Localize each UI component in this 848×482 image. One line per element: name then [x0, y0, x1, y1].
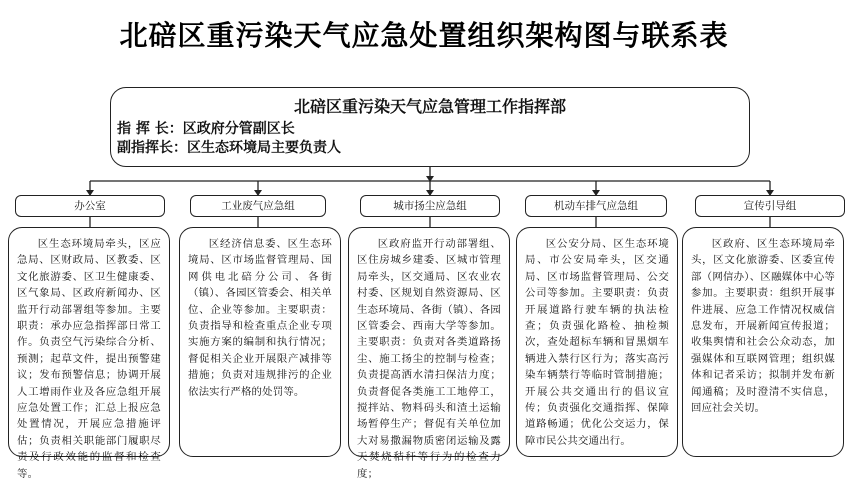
- group-text-vehicle-exhaust: 区公安分局、区生态环境局、市公安局牵头，区交通局、区市场监督管理局、公交公司等参加。主要职责：负责开展道路行驶车辆的执法检查；负责强化路检、抽检频次，查处超标车辆和冒黑烟车辆进入禁行区行为；落实高污染车辆禁行等临时管制措施；开展公共交通出行的倡议宣传；负责强化交通指挥、保障道路畅通；优化公交运力，保障市民公共交通出行。: [525, 238, 669, 447]
- group-label-industrial-emission: 工业废气应急组: [190, 195, 326, 217]
- group-text-industrial-emission: 区经济信息委、区生态环境局、区市场监督管理局、国网供电北碚分公司、各街（镇）、各园区管委会、相关单位、企业等参加。主要职责：负责指导和检查重点企业专项实施方案的编制和执行情况；督促相关企业开展限产减排等措施；负责对违规排污的企业依法实行严格的处罚等。: [188, 238, 332, 398]
- headquarters-box: [110, 87, 750, 167]
- group-text-office: 区生态环境局牵头，区应急局、区财政局、区教委、区文化旅游委、区卫生健康委、区气象局、区政府新闻办、区监开行动部署组等参加。主要职责：承办应急指挥部日常工作。负责空气污染综合分析、预测；起草文件，提出预警建议；发布预警信息；协调开展人工增雨作业及各应急组开展应急处置工作；汇总上报应急处置情况，开展应急措施评估；负责相关职能部门履职尽责及行政效能的监督和检查等。: [17, 238, 161, 480]
- group-label-urban-dust: 城市扬尘应急组: [360, 195, 500, 217]
- group-box-urban-dust: [348, 227, 510, 480]
- commander-line: 指 挥 长：区政府分管副区长: [117, 121, 295, 137]
- group-text-publicity: 区政府、区生态环境局牵头，区文化旅游委、区委宣传部（网信办）、区融媒体中心等参加。主要职责：组织开展事件进展、应急工作情况权威信息发布，开展新闻宣传报道；收集舆情和社会公众动态，加强媒体和互联网管理；组织媒体和记者采访；拟制并发布新闻通稿；及时澄清不实信息，回应社会关切。: [691, 238, 835, 415]
- group-box-publicity: [682, 227, 844, 457]
- group-box-industrial-emission: [179, 227, 341, 457]
- group-box-vehicle-exhaust: [516, 227, 678, 457]
- group-text-urban-dust: 区政府监开行动部署组、区住房城乡建委、区城市管理局牵头，区交通局、区农业农村委、区规划自然资源局、区生态环境局、各街（镇）、各园区管委会、西南大学等参加。主要职责：负责对各类道路扬尘、施工扬尘的控制与检查；负责提高洒水清扫保洁力度；负责督促各类施工工地停工，搅拌站、物料码头和渣土运输场暂停生产；督促有关单位加大对易撒漏物质密闭运输及露天焚烧秸秆等行为的检查力度；: [357, 238, 501, 480]
- deputy-commander-line: 副指挥长：区生态环境局主要负责人: [117, 140, 341, 156]
- group-label-office: 办公室: [15, 195, 165, 217]
- group-label-publicity: 宣传引导组: [695, 195, 845, 217]
- group-label-vehicle-exhaust: 机动车排气应急组: [525, 195, 667, 217]
- headquarters-name: 北碚区重污染天气应急管理工作指挥部: [293, 97, 566, 116]
- group-box-office: [8, 227, 170, 480]
- page-title: 北碚区重污染天气应急处置组织架构图与联系表: [119, 19, 729, 52]
